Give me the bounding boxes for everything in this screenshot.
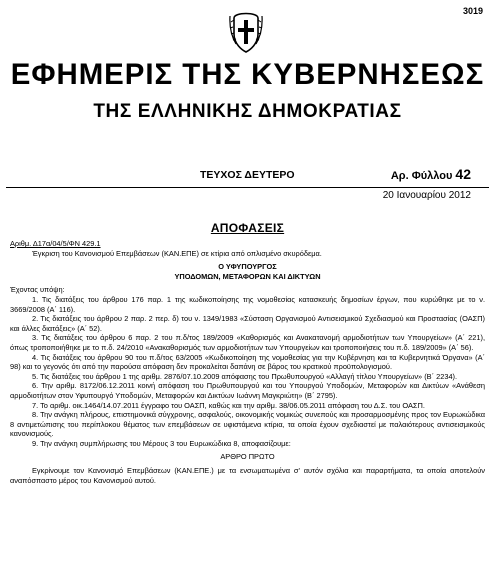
consideration-item: 8. Την ανάγκη πλήρους, επιστημονικά σύγχρονης, ασφαλούς, οικονομικής νομικώς συνεπούς και προσαρμοσμένης προς τον Ευρωκώδικα 8 αντιμετώπισης του περίπλοκου θέματος των επεμβάσεων σε υφιστάμενα κτίρια, τα οποία έχουν σχεδιαστεί με παλαιότερους αντισεισμικούς κανονισμούς. — [10, 410, 485, 439]
consideration-item: 9. Την ανάγκη συμπλήρωσης του Μέρους 3 του Ευρωκώδικα 8, αποφασίζουμε: — [32, 438, 291, 448]
section-title: ΑΠΟΦΑΣΕΙΣ — [210, 221, 285, 235]
consideration-item: 4. Τις διατάξεις του άρθρου 90 του π.δ/τος 63/2005 «Κωδικοποίηση της νομοθεσίας για την Κυβέρνηση και τα Κυβερνητικά Όργανα» (Α΄ 98) και το γεγονός ότι από την παρούσα απόφαση δεν προκαλείται δαπάνη σε βάρος του κρατικού προϋπολογισμού. — [10, 352, 485, 372]
gazette-title: ΕΦΗΜΕΡΙΣ ΤΗΣ ΚΥΒΕΡΝΗΣΕΩΣ — [10, 58, 485, 91]
consideration-item: 2. Τις διατάξεις του άρθρου 2 παρ. 2 περ. δ) του ν. 1349/1983 «Σύσταση Οργανισμού Αντισεισμικού Σχεδιασμού και Προστασίας (ΟΑΣΠ) και άλλες διατάξεις» (Α΄ 52). — [10, 314, 485, 333]
sheet-label: Αρ. Φύλλου — [390, 170, 453, 182]
article-heading: ΑΡΘΡΟ ΠΡΩΤΟ — [220, 452, 275, 462]
decision-reference: Αριθμ. Δ17α/04/5/ΦΝ 429.1 — [10, 239, 101, 248]
decision-subject: Έγκριση του Κανονισμού Επεμβάσεων (ΚΑΝ.ΕΠΕ) σε κτίρια από οπλισμένο σκυρόδεμα. — [32, 248, 322, 258]
header-divider — [6, 187, 489, 188]
consideration-item: 1. Τις διατάξεις του άρθρου 176 παρ. 1 της κωδικοποίησης της νομοθεσίας κατασκευής δημοσίων έργων, που κυρώθηκε με το ν. 3669/2008 (Α΄ 116). — [10, 294, 485, 314]
authority-title: Ο ΥΦΥΠΟΥΡΓΟΣ — [218, 262, 277, 272]
consideration-item: 7. Το αριθμ. οικ.1464/14.07.2011 έγγραφο του ΟΑΣΠ, καθώς και την αριθμ. 38/06.05.2011 απόφαση του Δ.Σ. του ΟΑΣΠ. — [32, 400, 425, 410]
decision-body — [10, 239, 485, 485]
considering-intro: Έχοντας υπόψη: — [10, 285, 65, 295]
sheet-number-block — [391, 166, 471, 182]
sheet-number: 42 — [455, 166, 471, 182]
page-number: 3019 — [462, 6, 483, 16]
article-text: Εγκρίνουμε τον Κανονισμό Επεμβάσεων (ΚΑΝ.ΕΠΕ.) με τα ενσωματωμένα σ' αυτόν σχόλια και παραρτήματα, τα οποία αποτελούν αναπόσπαστο μέρος του Κανονισμού αυτού. — [10, 466, 485, 485]
gazette-subtitle: ΤΗΣ ΕΛΛΗΝΙΚΗΣ ΔΗΜΟΚΡΑΤΙΑΣ — [93, 101, 402, 122]
authority-ministry: ΥΠΟΔΟΜΩΝ, ΜΕΤΑΦΟΡΩΝ ΚΑΙ ΔΙΚΤΥΩΝ — [174, 271, 321, 281]
issue-series: ΤΕΥΧΟΣ ΔΕΥΤΕΡΟ — [200, 169, 295, 181]
consideration-item: 5. Τις διατάξεις του άρθρου 1 της αριθμ. 2876/07.10.2009 απόφασης του Πρωθυπουργού «Αλλαγή τίτλου Υπουργείων» (Β΄ 2234). — [32, 371, 458, 381]
coat-of-arms-icon — [228, 8, 264, 54]
issue-date: 20 Ιανουαρίου 2012 — [382, 190, 471, 201]
consideration-item: 3. Τις διατάξεις του άρθρου 6 παρ. 2 του π.δ/τος 189/2009 «Καθορισμός και Ανακατανομή αρμοδιοτήτων των Υπουργείων» (Α΄ 221), όπως τροποποιήθηκε με το π.δ. 24/2010 «Ανακαθορισμός των αρμοδιοτήτων των Υπουργείων και τροποποιήσεις του π.δ. 189/2009» (Α΄ 56). — [10, 333, 485, 352]
consideration-item: 6. Την αριθμ. 8172/06.12.2011 κοινή απόφαση του Πρωθυπουργού και του Υπουργού Υποδομών, Μεταφορών και Δικτύων «Ανάθεση αρμοδιοτήτων στον Υφυπουργό Υποδομών, Μεταφορών και Δικτύων Ιωάννη Μαγκριώτη» (Β΄ 2795). — [10, 381, 485, 400]
